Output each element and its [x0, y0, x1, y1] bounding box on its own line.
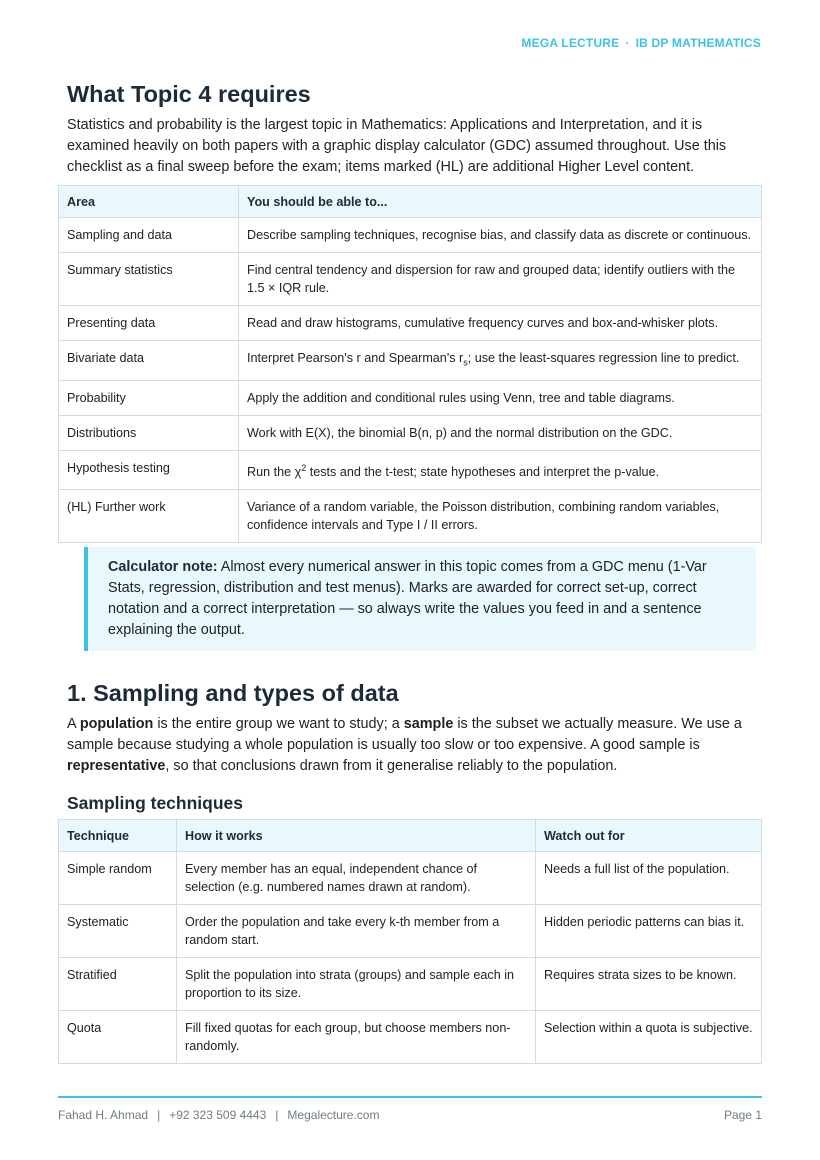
area-cell: Hypothesis testing: [59, 450, 239, 489]
how-cell: Every member has an equal, independent chance of selection (e.g. numbered names drawn at random).: [177, 852, 536, 905]
page-footer: [58, 1108, 762, 1122]
header-brand: MEGA LECTURE: [521, 36, 620, 50]
technique-cell: Simple random: [59, 852, 177, 905]
column-header-technique: Technique: [59, 820, 177, 852]
technique-cell: Systematic: [59, 905, 177, 958]
how-cell: Split the population into strata (groups) and sample each in proportion to its size.: [177, 958, 536, 1011]
area-cell: Sampling and data: [59, 218, 239, 253]
table-row: [59, 415, 762, 450]
skill-text-a: Interpret Pearson's r and Spearman's r: [247, 351, 464, 365]
intro-text: , so that conclusions drawn from it generalise reliably to the population.: [165, 758, 618, 774]
footer-website: Megalecture.com: [287, 1108, 380, 1122]
skill-text-a: Run the χ: [247, 464, 302, 479]
skill-cell: [239, 341, 762, 381]
footer-author: Fahad H. Ahmad: [58, 1108, 149, 1122]
area-cell: (HL) Further work: [59, 489, 239, 542]
note-text: Almost every numerical answer in this topic comes from a GDC menu (1-Var Stats, regression, distribution and test menus). Marks are awarded for correct set-up, correct notation and a correct interpretation — so always write the values you feed in and a sentence explaining the output.: [108, 559, 707, 638]
table-row: [59, 489, 762, 542]
area-cell: Distributions: [59, 415, 239, 450]
footer-phone: +92 323 509 4443: [169, 1108, 267, 1122]
skill-cell: [239, 450, 762, 489]
column-header-watch: Watch out for: [536, 820, 762, 852]
area-cell: Bivariate data: [59, 341, 239, 381]
calculator-note: [84, 547, 756, 651]
skill-cell: Describe sampling techniques, recognise bias, and classify data as discrete or continuous.: [239, 218, 762, 253]
footer-divider: [58, 1096, 762, 1098]
how-cell: Order the population and take every k-th member from a random start.: [177, 905, 536, 958]
topic4-intro: Statistics and probability is the largest topic in Mathematics: Applications and Interpretation, and it is examined heavily on both papers with a graphic display calculator (GDC) assumed throughout. Use this checklist as a final sweep before the exam; items marked (HL) are additional Higher Level content.: [67, 117, 727, 175]
topic4-checklist-table: [58, 185, 762, 543]
note-label: Calculator note:: [108, 559, 218, 575]
watch-cell: Needs a full list of the population.: [536, 852, 762, 905]
skill-cell: Find central tendency and dispersion for raw and grouped data; identify outliers with the 1.5 × IQR rule.: [239, 253, 762, 306]
table-row: [59, 450, 762, 489]
table-row: [59, 218, 762, 253]
term-sample: sample: [403, 716, 454, 732]
table-header-row: [59, 186, 762, 218]
table-row: [59, 905, 762, 958]
table-header-row: [59, 820, 762, 852]
area-cell: Probability: [59, 380, 239, 415]
watch-cell: Selection within a quota is subjective.: [536, 1011, 762, 1064]
skill-cell: Work with E(X), the binomial B(n, p) and the normal distribution on the GDC.: [239, 415, 762, 450]
intro-text: is the entire group we want to study; a: [153, 716, 404, 732]
table-row: [59, 958, 762, 1011]
topic4-heading: What Topic 4 requires: [67, 81, 311, 107]
watch-cell: Hidden periodic patterns can bias it.: [536, 905, 762, 958]
area-cell: Summary statistics: [59, 253, 239, 306]
skill-text-b: tests and the t-test; state hypotheses and interpret the p-value.: [306, 464, 660, 479]
table-row: [59, 852, 762, 905]
header-subject: IB DP MATHEMATICS: [635, 36, 761, 50]
how-cell: Fill fixed quotas for each group, but choose members non-randomly.: [177, 1011, 536, 1064]
sampling-heading: 1. Sampling and types of data: [67, 680, 399, 706]
table-row: [59, 306, 762, 341]
intro-text: is the subset we actually measure. We use a sample because studying a whole population is usually too slow or too expensive. A good sample is: [67, 716, 742, 753]
column-header-how: How it works: [177, 820, 536, 852]
skill-text-b: ; use the least-squares regression line to predict.: [467, 351, 740, 365]
column-header-area: Area: [59, 186, 239, 218]
sampling-techniques-table: [58, 819, 762, 1064]
sampling-techniques-heading: Sampling techniques: [67, 793, 243, 813]
skill-cell: Variance of a random variable, the Poisson distribution, combining random variables, confidence intervals and Type I / II errors.: [239, 489, 762, 542]
skill-cell: Read and draw histograms, cumulative frequency curves and box-and-whisker plots.: [239, 306, 762, 341]
table-row: [59, 1011, 762, 1064]
technique-cell: Quota: [59, 1011, 177, 1064]
skill-cell: Apply the addition and conditional rules using Venn, tree and table diagrams.: [239, 380, 762, 415]
table-row: [59, 253, 762, 306]
skill-superscript: 2: [301, 462, 307, 473]
intro-text: A: [67, 716, 80, 732]
term-population: population: [79, 716, 154, 732]
skill-subscript: s: [463, 357, 468, 368]
watch-cell: Requires strata sizes to be known.: [536, 958, 762, 1011]
column-header-skill: You should be able to...: [239, 186, 762, 218]
technique-cell: Stratified: [59, 958, 177, 1011]
header-separator: ·: [625, 36, 630, 50]
table-row: [59, 341, 762, 381]
footer-separator: |: [157, 1108, 161, 1122]
area-cell: Presenting data: [59, 306, 239, 341]
term-representative: representative: [67, 758, 166, 774]
page-number: Page 1: [723, 1108, 762, 1122]
page-header: [521, 36, 761, 50]
sampling-intro: [67, 714, 757, 777]
footer-separator: |: [275, 1108, 279, 1122]
table-row: [59, 380, 762, 415]
